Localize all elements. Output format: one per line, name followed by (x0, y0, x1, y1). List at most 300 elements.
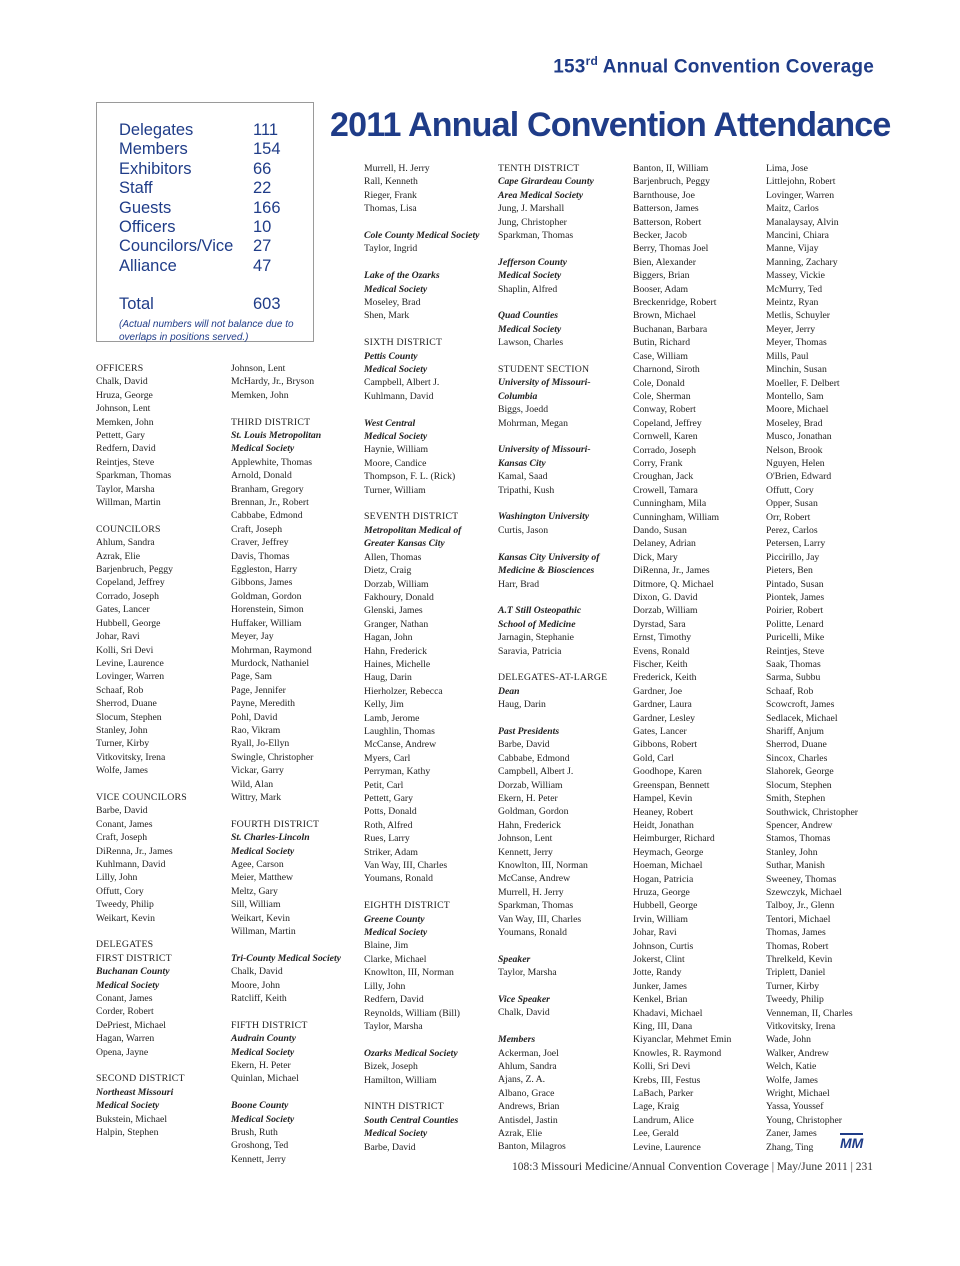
society-label: Jefferson County (498, 256, 567, 268)
attendee-name: Lovinger, Warren (96, 671, 165, 683)
society-label: Metropolitan Medical of (364, 524, 462, 536)
attendee-name: Hruza, George (633, 886, 690, 898)
attendee-name: Pettett, Gary (96, 430, 145, 442)
attendee-name: Meyer, Jay (231, 631, 274, 643)
attendee-name: Banton, II, William (633, 163, 709, 174)
attendee-name: Redfern, David (364, 994, 424, 1006)
attendee-name: Hruza, George (96, 389, 153, 401)
attendee-name: Rieger, Frank (364, 189, 417, 201)
column-6 (766, 162, 898, 1154)
attendee-name: Moseley, Brad (364, 297, 421, 309)
attendee-name: DiRenna, Jr., James (633, 565, 710, 577)
attendee-name: Jung, J. Marshall (498, 203, 565, 215)
attendee-name: Ernst, Timothy (633, 632, 692, 644)
attendee-name: Hogan, Patricia (633, 873, 694, 885)
attendee-name: Dietz, Craig (364, 565, 412, 577)
attendee-name: Meintz, Ryan (766, 297, 819, 309)
attendee-name: Page, Jennifer (231, 684, 286, 696)
attendee-name: Johnson, Lent (498, 833, 553, 845)
summary-row (119, 237, 313, 256)
attendee-name: Ratcliff, Keith (231, 993, 287, 1005)
attendee-name: Chalk, David (231, 966, 283, 978)
attendee-name: Tripathi, Kush (498, 484, 555, 496)
society-label: Vice Speaker (498, 994, 550, 1006)
attendee-name: Gardner, Laura (633, 699, 692, 711)
attendee-name: Copeland, Jeffrey (96, 577, 165, 589)
attendee-name: Batterson, James (633, 203, 699, 215)
attendee-name: Wild, Alan (231, 778, 274, 790)
attendee-name: Politte, Lenard (766, 618, 824, 630)
attendee-name: Schaaf, Rob (96, 684, 144, 696)
attendee-name: Kuhlmann, David (364, 390, 434, 402)
attendee-name: Heimburger, Richard (633, 833, 715, 845)
attendee-name: Rao, Vikram (231, 724, 281, 736)
attendee-name: Brennan, Jr., Robert (231, 497, 309, 509)
attendee-name: Nguyen, Helen (766, 457, 825, 469)
attendee-name: Levine, Laurence (633, 1141, 701, 1153)
attendee-name: Crowell, Tamara (633, 484, 698, 496)
attendee-name: Cornwell, Karen (633, 431, 698, 443)
attendee-name: Zhang, Ting (766, 1141, 814, 1153)
attendee-name: Johar, Ravi (96, 631, 140, 643)
attendee-name: Cole, Sherman (633, 390, 691, 402)
attendee-name: Sherrod, Duane (96, 698, 157, 710)
attendee-name: Irvin, William (633, 913, 688, 925)
attendee-name: Offutt, Cory (96, 885, 144, 897)
section-heading: TENTH DISTRICT (498, 163, 580, 174)
summary-value: 47 (253, 256, 272, 275)
society-label: Medical Society (96, 979, 160, 991)
summary-row (119, 199, 313, 218)
society-label: Pettis County (364, 350, 418, 362)
attendee-name: Pintado, Susan (766, 578, 824, 590)
attendee-name: Vitkovitsky, Irena (96, 751, 166, 763)
attendee-name: Pettett, Gary (364, 793, 413, 805)
attendee-name: Hagan, John (364, 632, 413, 644)
attendee-name: Sweeney, Thomas (766, 873, 837, 885)
attendee-name: Biggs, Joedd (498, 404, 549, 416)
section-heading: NINTH DISTRICT (364, 1101, 444, 1113)
attendee-name: Sincox, Charles (766, 752, 828, 764)
attendee-name: Goldman, Gordon (498, 806, 569, 818)
attendee-name: Payne, Meredith (231, 698, 296, 710)
section-heading: THIRD DISTRICT (231, 416, 311, 428)
attendee-name: Bizek, Joseph (364, 1061, 418, 1073)
society-label: A.T Still Osteopathic (498, 605, 582, 617)
attendee-name: Ekern, H. Peter (231, 1060, 291, 1072)
attendee-name: Moeller, F. Delbert (766, 377, 840, 389)
attendee-name: Kiyanclar, Mehmet Emin (633, 1034, 732, 1046)
society-label: Medical Society (231, 845, 295, 857)
attendee-name: Corrado, Joseph (633, 444, 696, 456)
attendee-name: Wolfe, James (96, 765, 148, 777)
attendee-name: Wittry, Mark (231, 791, 282, 803)
society-label: University of Missouri- (498, 377, 591, 389)
society-label: St. Louis Metropolitan (231, 430, 322, 442)
attendee-name: Meier, Matthew (231, 872, 294, 884)
attendee-name: Turner, Kirby (766, 980, 820, 992)
attendee-name: Moore, Candice (364, 457, 427, 469)
attendee-name: Haynie, William (364, 444, 428, 456)
attendee-name: Ajans, Z. A. (498, 1074, 546, 1086)
attendee-name: Sarma, Subbu (766, 672, 821, 684)
attendee-name: Lee, Gerald (633, 1128, 679, 1140)
attendee-name: Sherrod, Duane (766, 739, 827, 751)
attendee-name: McCanse, Andrew (364, 739, 437, 751)
attendee-name: Slocum, Stephen (766, 779, 832, 791)
attendee-name: Hoeman, Michael (633, 860, 703, 872)
summary-label: Staff (119, 179, 153, 198)
attendee-name: Cole, Donald (633, 377, 685, 389)
attendee-name: Kenkel, Brian (633, 994, 688, 1006)
attendee-name: Meltz, Gary (231, 885, 278, 897)
attendee-name: Dixon, G. David (633, 592, 698, 603)
attendee-name: Manalaysay, Alvin (766, 216, 839, 228)
attendee-name: Manning, Zachary (766, 256, 838, 268)
attendee-name: LaBach, Parker (633, 1088, 694, 1100)
section-heading: STUDENT SECTION (498, 364, 590, 376)
attendee-name: Meyer, Jerry (766, 323, 816, 335)
attendee-name: Sill, William (231, 899, 281, 911)
attendee-name: Corder, Robert (96, 1006, 154, 1018)
section-heading: FOURTH DISTRICT (231, 818, 320, 830)
summary-label: Delegates (119, 121, 194, 139)
attendee-name: Taylor, Ingrid (364, 243, 418, 255)
attendee-name: Granger, Nathan (364, 618, 429, 630)
attendee-name: Talboy, Jr., Glenn (766, 900, 835, 912)
attendee-name: Saak, Thomas (766, 659, 821, 671)
attendee-name: Ackerman, Joel (498, 1047, 559, 1059)
summary-value: 166 (253, 198, 281, 217)
attendee-name: Groshong, Ted (231, 1140, 289, 1152)
society-label: Medical Society (231, 1113, 295, 1125)
attendee-name: Striker, Adam (364, 846, 418, 858)
section-heading: FIRST DISTRICT (96, 952, 172, 964)
section-heading: DELEGATES (96, 939, 154, 951)
column-2 (231, 362, 363, 1166)
society-label: Dean (498, 685, 520, 697)
attendee-name: Weikart, Kevin (231, 912, 290, 924)
attendee-name: Nelson, Brook (766, 444, 823, 456)
attendee-name: Bien, Alexander (633, 256, 696, 268)
attendee-name: O'Brien, Edward (766, 471, 832, 483)
attendee-name: Petit, Carl (364, 779, 404, 791)
attendee-name: Minchin, Susan (766, 364, 827, 376)
attendee-name: Wright, Michael (766, 1088, 830, 1100)
attendee-name: Corry, Frank (633, 457, 683, 469)
society-label: Medical Society (498, 270, 562, 282)
attendee-name: Jokerst, Clint (633, 953, 685, 965)
attendee-name: Puricelli, Mike (766, 632, 825, 644)
attendee-name: Johar, Ravi (633, 927, 677, 939)
attendee-name: Threlkeld, Kevin (766, 953, 833, 965)
section-header (553, 54, 874, 78)
attendee-name: Zaner, James (766, 1128, 817, 1140)
attendee-name: Dorzab, William (364, 578, 429, 590)
attendee-name: Sparkman, Thomas (498, 900, 574, 912)
attendee-name: Murdock, Nathaniel (231, 657, 310, 669)
society-label: Ozarks Medical Society (364, 1047, 458, 1059)
attendee-name: Pohl, David (231, 711, 278, 723)
attendee-name: Craft, Joseph (231, 523, 283, 535)
attendee-name: Becker, Jacob (633, 230, 687, 242)
attendee-name: Branham, Gregory (231, 483, 304, 495)
section-heading: DELEGATES-AT-LARGE (498, 672, 608, 684)
summary-total-value: 603 (253, 295, 281, 314)
attendee-name: Glenski, James (364, 605, 423, 617)
attendee-name: Azrak, Elie (96, 550, 141, 562)
attendee-name: Charnond, Siroth (633, 364, 700, 376)
attendee-name: Khadavi, Michael (633, 1007, 703, 1019)
attendee-name: Sparkman, Thomas (96, 470, 172, 482)
attendee-name: Johnson, Curtis (633, 940, 694, 952)
attendee-name: Barjenbruch, Peggy (96, 564, 173, 576)
attendee-name: Scowcroft, James (766, 699, 835, 711)
header-number: 153 (553, 56, 586, 78)
attendee-name: Gibbons, James (231, 577, 293, 589)
attendee-name: Hahn, Frederick (364, 645, 427, 657)
attendee-name: Barbe, David (96, 805, 148, 817)
society-label: South Central Counties (364, 1114, 459, 1126)
attendee-name: Fakhoury, Donald (364, 591, 434, 603)
attendee-name: Brown, Michael (633, 310, 696, 322)
attendee-name: Barbe, David (364, 1141, 416, 1153)
attendee-name: Littlejohn, Robert (766, 176, 836, 188)
attendee-name: Landrum, Alice (633, 1114, 694, 1126)
attendee-name: Turner, William (364, 484, 426, 496)
attendee-name: Blaine, Jim (364, 940, 409, 952)
attendee-name: Potts, Donald (364, 806, 417, 818)
attendee-name: Curtis, Jason (498, 524, 549, 536)
attendee-name: Massey, Vickie (766, 270, 825, 282)
attendee-name: Schaaf, Rob (766, 685, 814, 697)
attendee-name: McHardy, Jr., Bryson (231, 376, 315, 388)
attendee-name: Johnson, Lent (231, 363, 286, 374)
summary-label: Officers (119, 218, 176, 237)
attendee-name: Kennett, Jerry (498, 846, 553, 858)
attendee-name: Mills, Paul (766, 350, 809, 362)
summary-row (119, 121, 313, 140)
attendee-name: Fischer, Keith (633, 659, 688, 671)
publication-logo: MM (840, 1135, 864, 1151)
attendee-name: Harr, Brad (498, 578, 540, 590)
attendee-name: Petersen, Larry (766, 538, 826, 550)
attendee-name: Krebs, III, Festus (633, 1074, 701, 1086)
attendee-name: Weikart, Kevin (96, 912, 155, 924)
society-label: Past Presidents (498, 725, 560, 737)
attendee-name: King, III, Dana (633, 1021, 693, 1032)
attendee-name: Taylor, Marsha (498, 967, 557, 979)
section-heading: SECOND DISTRICT (96, 1073, 185, 1085)
attendee-name: Moore, Michael (766, 404, 829, 416)
attendee-name: Barnthouse, Joe (633, 189, 695, 201)
column-3 (364, 162, 496, 1154)
attendee-name: Mohrman, Raymond (231, 644, 312, 656)
column-5 (633, 162, 765, 1154)
society-label: Tri-County Medical Society (231, 952, 341, 964)
attendee-name: Agee, Carson (231, 859, 284, 870)
attendee-name: Booser, Adam (633, 283, 689, 295)
attendee-name: Vickar, Garry (231, 765, 284, 777)
section-heading: COUNCILORS (96, 523, 161, 535)
attendee-name: Cunningham, Mila (633, 498, 707, 510)
attendee-name: Van Way, III, Charles (498, 913, 582, 925)
attendee-name: Manne, Vijay (766, 243, 819, 255)
society-label: Cole County Medical Society (364, 230, 480, 242)
summary-row (119, 218, 313, 237)
attendee-name: Chalk, David (96, 376, 148, 388)
attendee-name: Youmans, Ronald (364, 873, 433, 885)
attendee-name: Gates, Lancer (633, 726, 687, 738)
attendee-name: Spencer, Andrew (766, 819, 833, 831)
attendee-name: Tweedy, Philip (766, 994, 824, 1006)
society-label: Medicine & Biosciences (498, 565, 595, 577)
attendee-name: Lilly, John (364, 980, 406, 992)
attendee-name: Copeland, Jeffrey (633, 417, 702, 429)
society-label: Kansas City University of (498, 551, 600, 563)
column-4 (498, 162, 630, 1154)
attendee-name: Dorzab, William (633, 605, 698, 617)
attendee-name: Dyrstad, Sara (633, 618, 686, 630)
attendee-name: Arnold, Donald (231, 470, 292, 482)
attendee-name: Knowles, R. Raymond (633, 1047, 722, 1059)
summary-row (119, 179, 313, 198)
attendee-name: Case, William (633, 350, 688, 362)
attendee-name: Van Way, III, Charles (364, 860, 448, 872)
attendee-name: Goodhope, Karen (633, 766, 702, 778)
society-label: Cape Girardeau County (498, 176, 594, 188)
attendee-name: Young, Christopher (766, 1114, 842, 1126)
society-label: St. Charles-Lincoln (231, 832, 310, 844)
attendee-name: Chalk, David (498, 1007, 550, 1019)
society-label: Medical Society (364, 364, 428, 376)
attendee-name: Goldman, Gordon (231, 590, 302, 602)
attendee-name: Memken, John (96, 416, 154, 428)
attendee-name: Gardner, Joe (633, 685, 683, 697)
attendee-name: Pieters, Ben (766, 565, 813, 577)
attendee-name: Hubbell, George (633, 900, 698, 912)
attendee-name: Triplett, Daniel (766, 967, 826, 979)
attendee-name: Rues, Larry (364, 833, 410, 845)
summary-value: 66 (253, 159, 272, 178)
attendee-name: Orr, Robert (766, 511, 811, 523)
attendee-name: Lamb, Jerome (364, 712, 420, 724)
society-label: Medical Society (231, 1046, 295, 1058)
attendee-name: Cabbabe, Edmond (231, 510, 303, 522)
attendee-name: Brush, Ruth (231, 1127, 278, 1139)
attendee-name: Ekern, H. Peter (498, 792, 558, 804)
attendee-name: Shen, Mark (364, 310, 410, 322)
attendee-name: Applewhite, Thomas (231, 456, 313, 468)
attendee-name: Kolli, Sri Devi (633, 1061, 691, 1073)
attendee-name: Horenstein, Simon (231, 604, 304, 616)
attendee-name: Biggers, Brian (633, 270, 690, 282)
attendee-name: Breckenridge, Robert (633, 297, 717, 309)
attendee-name: Hubbell, George (96, 617, 161, 629)
attendee-name: Corrado, Joseph (96, 590, 159, 602)
attendee-name: Southwick, Christopher (766, 806, 859, 818)
attendee-name: Moseley, Brad (766, 417, 823, 429)
society-label: Greater Kansas City (364, 538, 445, 550)
attendee-name: Johnson, Lent (96, 403, 151, 415)
summary-label: Exhibitors (119, 159, 192, 178)
attendee-name: Clarke, Michael (364, 953, 427, 965)
attendee-name: Slahorek, George (766, 766, 834, 778)
section-heading: SEVENTH DISTRICT (364, 511, 459, 523)
attendee-name: Dorzab, William (498, 779, 563, 791)
attendee-name: Heymach, George (633, 846, 704, 858)
society-label: Kansas City (498, 457, 546, 469)
attendee-name: Greenspan, Bennett (633, 779, 710, 791)
attendee-name: Laughlin, Thomas (364, 725, 435, 737)
attendee-name: Metlis, Schuyler (766, 310, 831, 322)
section-heading: VICE COUNCILORS (96, 791, 187, 803)
attendee-name: Barjenbruch, Peggy (633, 176, 710, 188)
header-ordinal: rd (585, 54, 598, 68)
attendee-name: Reintjes, Steve (96, 456, 155, 468)
attendee-name: DePriest, Michael (96, 1019, 166, 1031)
summary-note: (Actual numbers will not balance due to overlaps in positions served.) (119, 318, 294, 343)
attendee-name: Mohrman, Megan (498, 417, 568, 429)
attendee-name: Lilly, John (96, 872, 138, 884)
society-label: Medical Society (364, 1128, 428, 1140)
society-label: Medical Society (231, 443, 295, 455)
society-label: Speaker (498, 953, 531, 965)
attendee-name: Levine, Laurence (96, 657, 164, 669)
attendee-name: Lovinger, Warren (766, 189, 835, 201)
attendee-name: Swingle, Christopher (231, 751, 314, 763)
attendee-name: Lima, Jose (766, 163, 808, 174)
attendee-name: Stanley, John (96, 724, 148, 736)
attendee-name: Taylor, Marsha (364, 1020, 423, 1032)
summary-label: Guests (119, 198, 172, 217)
attendee-name: Welch, Katie (766, 1061, 817, 1073)
attendee-name: Stamos, Thomas (766, 833, 831, 845)
attendee-name: Mancini, Chiara (766, 230, 829, 242)
summary-value: 27 (253, 237, 272, 256)
attendee-name: Szewczyk, Michael (766, 886, 842, 898)
attendee-name: Halpin, Stephen (96, 1127, 159, 1139)
summary-row (119, 257, 313, 276)
society-label: Members (498, 1034, 536, 1046)
attendee-name: Junker, James (633, 980, 687, 992)
attendee-name: Thomas, Lisa (364, 203, 417, 215)
society-label: School of Medicine (498, 618, 576, 630)
society-label: Audrain County (231, 1033, 296, 1045)
attendee-name: Hagan, Warren (96, 1033, 155, 1045)
attendee-name: Page, Sam (231, 671, 272, 683)
attendee-name: Thompson, F. L. (Rick) (364, 471, 456, 483)
attendee-name: Reintjes, Steve (766, 645, 825, 657)
attendee-name: Cunningham, William (633, 511, 720, 523)
attendee-name: Rall, Kenneth (364, 176, 418, 188)
attendee-name: Poirier, Robert (766, 605, 824, 617)
attendee-name: Perryman, Kathy (364, 766, 431, 778)
attendee-name: Youmans, Ronald (498, 927, 567, 939)
attendee-name: Batterson, Robert (633, 216, 702, 228)
attendee-name: Knowlton, III, Norman (364, 967, 454, 979)
attendee-name: Myers, Carl (364, 752, 411, 764)
attendee-name: Andrews, Brian (498, 1101, 560, 1113)
attendee-name: Sedlacek, Michael (766, 712, 838, 724)
section-heading: FIFTH DISTRICT (231, 1019, 308, 1031)
attendee-name: Shariff, Anjum (766, 726, 824, 738)
page-title: 2011 Annual Convention Attendance (330, 106, 891, 144)
society-label: University of Missouri- (498, 444, 591, 456)
attendee-name: Kolli, Sri Devi (96, 644, 154, 656)
attendee-name: Ahlum, Sandra (498, 1061, 557, 1073)
attendee-name: Jotte, Randy (633, 967, 682, 979)
